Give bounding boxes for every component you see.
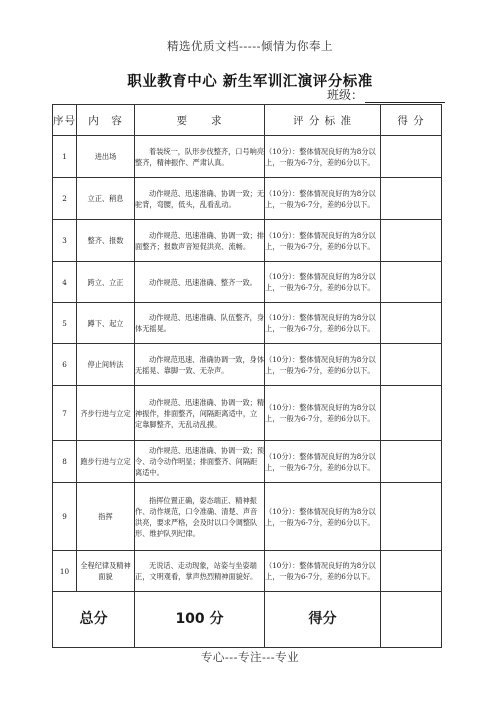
row-score-cell[interactable] — [381, 551, 442, 592]
row-requirements: 动作规范、迅速准确、协调一致；无驼背，弯腰，低头，乱看乱动。 — [135, 178, 265, 220]
row-seq: 4 — [53, 262, 77, 303]
row-item: 跨立、立正 — [77, 262, 135, 303]
row-score-cell[interactable] — [381, 441, 442, 483]
row-seq: 5 — [53, 303, 77, 344]
row-item: 整齐、报数 — [77, 220, 135, 262]
total-row — [53, 592, 442, 648]
header-requirements: 要 求 — [135, 105, 265, 136]
header-score: 得 分 — [381, 105, 442, 136]
row-requirements: 动作规范、迅速准确、协调一致；预令、动令动作明显；排面整齐、间隔距离适中。 — [135, 441, 265, 483]
row-score-cell[interactable] — [381, 303, 442, 344]
class-blank-line[interactable] — [365, 89, 445, 103]
row-seq: 8 — [53, 441, 77, 483]
row-seq: 2 — [53, 178, 77, 220]
footer-note: 专心---专注---专业 — [200, 650, 300, 664]
table-row — [53, 483, 442, 551]
row-seq: 9 — [53, 483, 77, 551]
row-score-cell[interactable] — [381, 344, 442, 386]
row-criteria: （10分）：整体情况良好的为8分以上，一般为6-7分，差的6分以下。 — [265, 262, 381, 303]
row-item: 跑步行进与立定 — [77, 441, 135, 483]
total-label: 总分 — [53, 592, 135, 648]
row-criteria: （10分）：整体情况良好的为8分以上，一般为6-7分，差的6分以下。 — [265, 136, 381, 178]
row-seq: 7 — [53, 386, 77, 441]
table-row — [53, 441, 442, 483]
row-criteria: （10分）：整体情况良好的为8分以上，一般为6-7分，差的6分以下。 — [265, 441, 381, 483]
row-seq: 6 — [53, 344, 77, 386]
row-requirements: 动作规范迅速、准确协调一致，身体无摇晃、靠脚一致、无杂声。 — [135, 344, 265, 386]
class-label: 班级： — [327, 88, 364, 102]
row-item: 蹲下、起立 — [77, 303, 135, 344]
row-score-cell[interactable] — [381, 483, 442, 551]
row-requirements: 动作规范、迅速准确、整齐一致。 — [135, 262, 265, 303]
row-item: 全程纪律及精神面貌 — [77, 551, 135, 592]
row-item: 齐步行进与立定 — [77, 386, 135, 441]
row-score-cell[interactable] — [381, 136, 442, 178]
table-row — [53, 262, 442, 303]
row-item: 进出场 — [77, 136, 135, 178]
class-field — [327, 86, 445, 103]
row-criteria: （10分）：整体情况良好的为8分以上，一般为6-7分，差的6分以下。 — [265, 551, 381, 592]
total-value: 100 分 — [135, 592, 265, 648]
total-score-label: 得分 — [265, 592, 381, 648]
table-header-row — [53, 105, 442, 136]
table-row — [53, 344, 442, 386]
row-score-cell[interactable] — [381, 386, 442, 441]
row-item: 立正、稍息 — [77, 178, 135, 220]
row-seq: 1 — [53, 136, 77, 178]
table-row — [53, 551, 442, 592]
header-note: 精选优质文档-----倾情为你奉上 — [167, 39, 333, 53]
header-seq: 序号 — [53, 105, 77, 136]
row-requirements: 着装统一，队形步伐整齐，口号响亮整齐，精神振作、严肃认真。 — [135, 136, 265, 178]
header-criteria: 评 分 标 准 — [265, 105, 381, 136]
row-requirements: 动作规范、迅速准确、队伍整齐，身体无摇晃。 — [135, 303, 265, 344]
row-score-cell[interactable] — [381, 262, 442, 303]
row-seq: 3 — [53, 220, 77, 262]
total-score-cell[interactable] — [381, 592, 442, 648]
row-criteria: （10分）：整体情况良好的为8分以上，一般为6-7分，差的6分以下。 — [265, 178, 381, 220]
row-item: 指挥 — [77, 483, 135, 551]
row-criteria: （10分）：整体情况良好的为8分以上，一般为6-7分，差的6分以下。 — [265, 344, 381, 386]
row-seq: 10 — [53, 551, 77, 592]
row-item: 停止间转法 — [77, 344, 135, 386]
page-title: 职业教育中心 新生军训汇演评分标准 — [127, 74, 373, 90]
row-requirements: 无说话、走动现象，站姿与坐姿端正，文明观看，掌声热烈精神面貌好。 — [135, 551, 265, 592]
table-row — [53, 178, 442, 220]
row-criteria: （10分）：整体情况良好的为8分以上，一般为6-7分，差的6分以下。 — [265, 483, 381, 551]
row-criteria: （10分）：整体情况良好的为8分以上，一般为6-7分，差的6分以下。 — [265, 386, 381, 441]
table-row — [53, 386, 442, 441]
row-score-cell[interactable] — [381, 178, 442, 220]
row-criteria: （10分）：整体情况良好的为8分以上，一般为6-7分，差的6分以下。 — [265, 303, 381, 344]
table-row — [53, 303, 442, 344]
table-row — [53, 136, 442, 178]
table-row — [53, 220, 442, 262]
row-requirements: 指挥位置正确，姿态端正、精神振作、动作规范，口令准确、清楚、声音洪亮，要求严格，会及时以口令调整队形、维护队列纪律。 — [135, 483, 265, 551]
row-score-cell[interactable] — [381, 220, 442, 262]
scoring-table — [52, 104, 442, 648]
row-criteria: （10分）：整体情况良好的为8分以上，一般为6-7分，差的6分以下。 — [265, 220, 381, 262]
row-requirements: 动作规范、迅速准确、协调一致；排面整齐；报数声音短促洪亮、流畅。 — [135, 220, 265, 262]
header-item: 内 容 — [77, 105, 135, 136]
row-requirements: 动作规范、迅速准确、协调一致；精神振作，排面整齐，间隔距离适中，立定靠脚整齐，无乱动乱摸。 — [135, 386, 265, 441]
